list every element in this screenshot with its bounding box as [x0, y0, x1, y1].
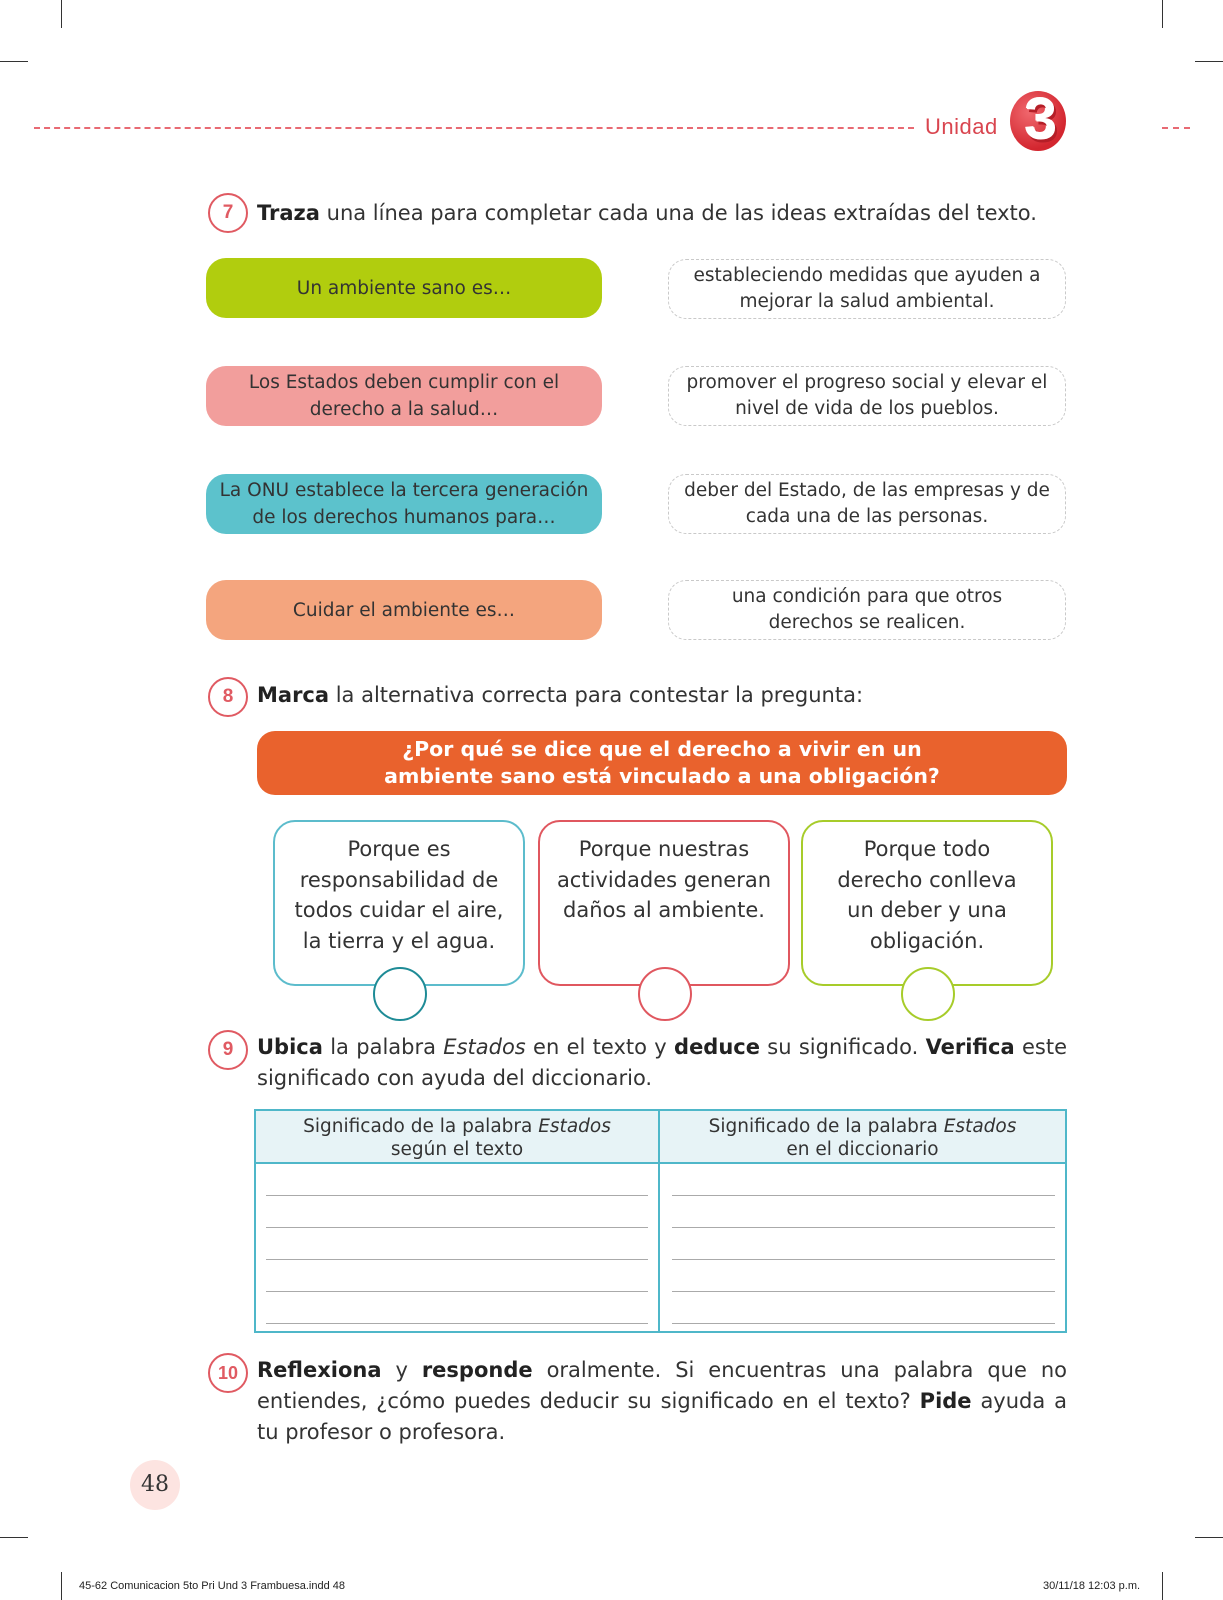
instruction-verb: Traza [257, 201, 320, 225]
crop-mark [1162, 1572, 1163, 1600]
crop-mark [1162, 0, 1163, 28]
answer-mark-circle[interactable] [373, 967, 427, 1021]
header-dash-line [34, 127, 914, 129]
print-date: 30/11/18 12:03 p.m. [1043, 1580, 1141, 1592]
idea-end-box[interactable]: estableciendo medidas que ayuden a mejorar la salud ambiental. [668, 259, 1066, 319]
idea-end-box[interactable]: deber del Estado, de las empresas y de cada una de las personas. [668, 474, 1066, 534]
writing-line[interactable] [672, 1323, 1055, 1324]
crop-mark [0, 61, 28, 62]
idea-start-box[interactable]: La ONU establece la tercera generación de los derechos humanos para… [206, 474, 602, 534]
crop-mark [1195, 61, 1223, 62]
answer-option: Porque nuestras actividades generan daños al ambiente. [538, 820, 790, 986]
table-divider [658, 1111, 660, 1331]
writing-line[interactable] [672, 1259, 1055, 1260]
crop-mark [0, 1537, 28, 1538]
question-number: 7 [208, 193, 248, 233]
idea-start-box[interactable]: Cuidar el ambiente es… [206, 580, 602, 640]
header-dash-line [1162, 127, 1190, 129]
question-instruction: Traza una línea para completar cada una de las ideas extraídas del texto. [257, 201, 1037, 225]
writing-line[interactable] [672, 1227, 1055, 1228]
idea-end-box[interactable]: una condición para que otros derechos se realicen. [668, 580, 1066, 640]
file-slug: 45-62 Comunicacion 5to Pri Und 3 Frambuesa.indd 48 [79, 1580, 345, 1592]
writing-line[interactable] [672, 1291, 1055, 1292]
table-header-cell: Significado de la palabra Estados según el texto [256, 1111, 658, 1164]
idea-start-box[interactable]: Un ambiente sano es… [206, 258, 602, 318]
crop-mark [61, 0, 62, 28]
unit-number: 3 [1024, 87, 1058, 152]
page-number: 48 [130, 1460, 180, 1510]
answer-mark-circle[interactable] [901, 967, 955, 1021]
meaning-table [254, 1109, 1067, 1333]
table-header-cell: Significado de la palabra Estados en el diccionario [660, 1111, 1065, 1164]
answer-mark-circle[interactable] [638, 967, 692, 1021]
question-banner: ¿Por qué se dice que el derecho a vivir en un ambiente sano está vinculado a una obligación? [257, 731, 1067, 795]
writing-line[interactable] [672, 1195, 1055, 1196]
question-instruction: Marca la alternativa correcta para contestar la pregunta: [257, 683, 864, 707]
question-number: 10 [208, 1353, 248, 1393]
writing-line[interactable] [266, 1291, 648, 1292]
question-number: 9 [208, 1030, 248, 1070]
crop-mark [61, 1572, 62, 1600]
crop-mark [1195, 1537, 1223, 1538]
answer-option: Porque es responsabilidad de todos cuidar el aire, la tierra y el agua. [273, 820, 525, 986]
writing-line[interactable] [266, 1323, 648, 1324]
question-instruction: Reflexiona y responde oralmente. Si encuentras una palabra que no entiendes, ¿cómo puedes deducir su significado en el texto? Pide ayuda a tu profesor o profesora. [257, 1358, 1068, 1444]
instruction-verb: Marca [257, 683, 330, 707]
idea-start-box[interactable]: Los Estados deben cumplir con el derecho a la salud… [206, 366, 602, 426]
idea-end-box[interactable]: promover el progreso social y elevar el nivel de vida de los pueblos. [668, 366, 1066, 426]
writing-line[interactable] [266, 1227, 648, 1228]
writing-line[interactable] [266, 1259, 648, 1260]
question-number: 8 [208, 677, 248, 717]
question-instruction: Ubica la palabra Estados en el texto y deduce su significado. Verifica este significado con ayuda del diccionario. [257, 1035, 1067, 1090]
writing-line[interactable] [266, 1195, 648, 1196]
unit-label: Unidad [925, 114, 998, 139]
answer-option: Porque todo derecho conlleva un deber y una obligación. [801, 820, 1053, 986]
